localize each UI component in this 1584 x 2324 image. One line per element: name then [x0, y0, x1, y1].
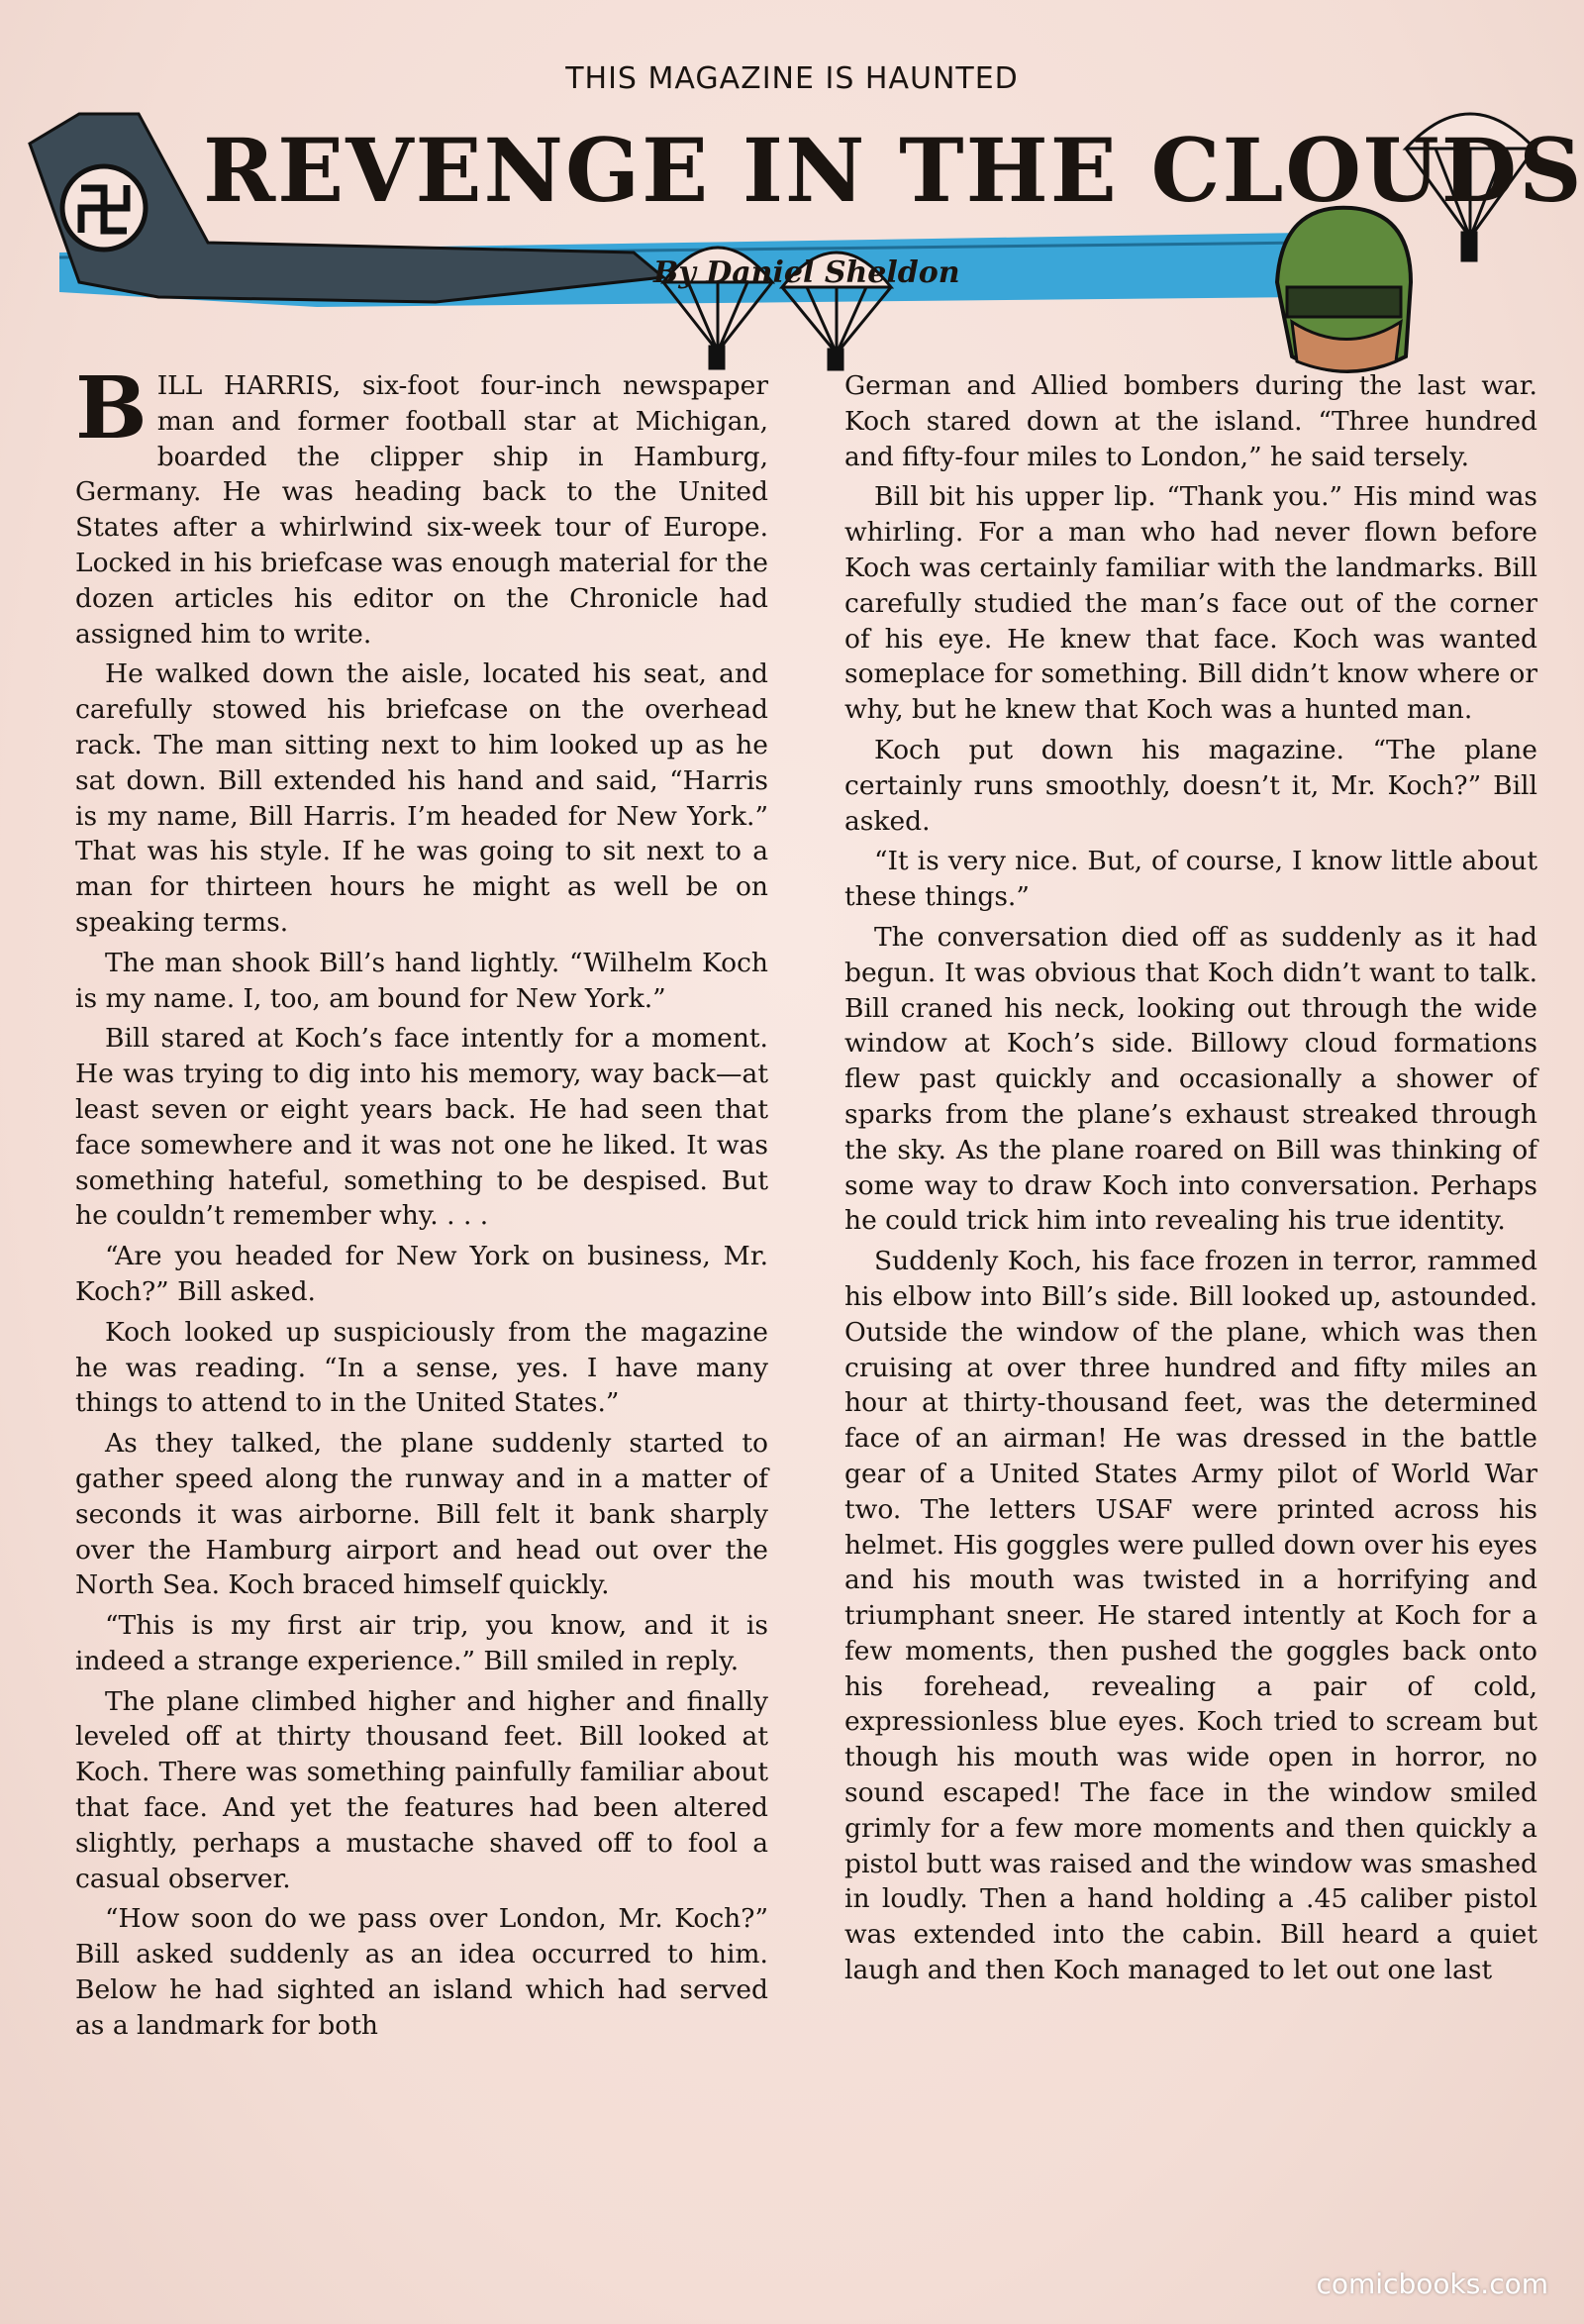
paragraph: “It is very nice. But, of course, I know little about these things.” [844, 846, 1537, 913]
left-column [75, 358, 768, 2049]
watermark: comicbooks.com [1316, 2268, 1548, 2300]
paragraph: “How soon do we pass over London, Mr. Koch?” Bill asked suddenly as an idea occurred to him. Below he had sighted an island which had served as a landmark for both [75, 1903, 768, 2041]
paragraph: German and Allied bombers during the last war. Koch stared down at the island. “Three hundred and fifty-four miles to London,” he said tersely. [844, 370, 1537, 472]
paragraph: BILL HARRIS, six-foot four-inch newspaper man and former football star at Michigan, boarded the clipper ship in Hamburg, Germany. He was heading back to the United States after a whirlwind six-week tour of Europe. Locked in his briefcase was enough material for the dozen articles his editor on the Chronicle had assigned him to write. [75, 358, 768, 650]
paragraph: The plane climbed higher and higher and finally leveled off at thirty thousand feet. Bill looked at Koch. There was something painfully familiar about that face. And yet the features had been altered slightly, perhaps a mustache shaved off to fool a casual observer. [75, 1685, 768, 1894]
paragraph: “This is my first air trip, you know, and it is indeed a strange experience.” Bill smiled in reply. [75, 1610, 768, 1676]
paragraph: He walked down the aisle, located his seat, and carefully stowed his briefcase on the overhead rack. The man sitting next to him looked up as he sat down. Bill extended his hand and said, “Harris is my name, Bill Harris. I’m headed for New York.” That was his style. If he was going to sit next to a man for thirteen hours he might as well be on speaking terms. [75, 658, 768, 938]
pilot-helmet-icon [1277, 208, 1411, 371]
paragraph: The conversation died off as suddenly as it had begun. It was obvious that Koch didn’t want to talk. Bill craned his neck, looking out through the wide window at Koch’s side. Billowy cloud formations flew past quickly and occasionally a shower of sparks from the plane’s exhaust streaked through the sky. As the plane roared on Bill was thinking of some way to draw Koch into conversation. Perhaps he could trick him into revealing his true identity. [844, 921, 1537, 1237]
paragraph: “Are you headed for New York on business, Mr. Koch?” Bill asked. [75, 1241, 768, 1307]
paragraph: Bill bit his upper lip. “Thank you.” His mind was whirling. For a man who had never flown before Koch was certainly familiar with the landmarks. Bill carefully studied the man’s face out of the corner of his eye. He knew that face. Koch was wanted someplace for something. Bill didn’t know where or why, but he knew that Koch was a hunted man. [844, 481, 1537, 726]
running-head: THIS MAGAZINE IS HAUNTED [565, 61, 1019, 96]
byline: By Daniel Sheldon [653, 255, 960, 290]
paragraph: Koch put down his magazine. “The plane certainly runs smoothly, doesn’t it, Mr. Koch?” Bill asked. [844, 734, 1537, 837]
article-title: REVENGE IN THE CLOUDS [203, 119, 1584, 222]
paragraph: Bill stared at Koch’s face intently for a moment. He was trying to dig into his memory, way back—at least seven or eight years back. He had seen that face somewhere and it was not one he liked. It was something hateful, something to be despised. But he couldn’t remember why. . . . [75, 1023, 768, 1232]
paragraph: As they talked, the plane suddenly started to gather speed along the runway and in a matter of seconds it was airborne. Bill felt it bank sharply over the Hamburg airport and head out over the North Sea. Koch braced himself quickly. [75, 1428, 768, 1601]
paragraph: Koch looked up suspiciously from the magazine he was reading. “In a sense, yes. I have many things to attend to in the United States.” [75, 1316, 768, 1419]
paragraph: The man shook Bill’s hand lightly. “Wilhelm Koch is my name. I, too, am bound for New York.” [75, 947, 768, 1014]
paragraph: Suddenly Koch, his face frozen in terror, rammed his elbow into Bill’s side. Bill looked up, astounded. Outside the window of the plane, which was then cruising at over three hundred and fifty miles an hour at thirty-thousand feet, was the determined face of an airman! He was dressed in the battle gear of a United States Army pilot of World War two. The letters USAF were printed across his helmet. His goggles were pulled down over his eyes and his mouth was twisted in a horrifying and triumphant sneer. He stared intently at Koch for a few moments, then pushed the goggles back onto his forehead, revealing a pair of cold, expressionless blue eyes. Koch tried to scream but though his mouth was wide open in horror, no sound escaped! The face in the window smiled grimly for a few more moments and then quickly a pistol butt was raised and the window was smashed in loudly. Then a hand holding a .45 caliber pistol was extended into the cabin. Bill heard a quiet laugh and then Koch managed to let out one last [844, 1246, 1537, 1986]
right-column [844, 368, 1537, 1993]
drop-cap: B [75, 358, 148, 458]
